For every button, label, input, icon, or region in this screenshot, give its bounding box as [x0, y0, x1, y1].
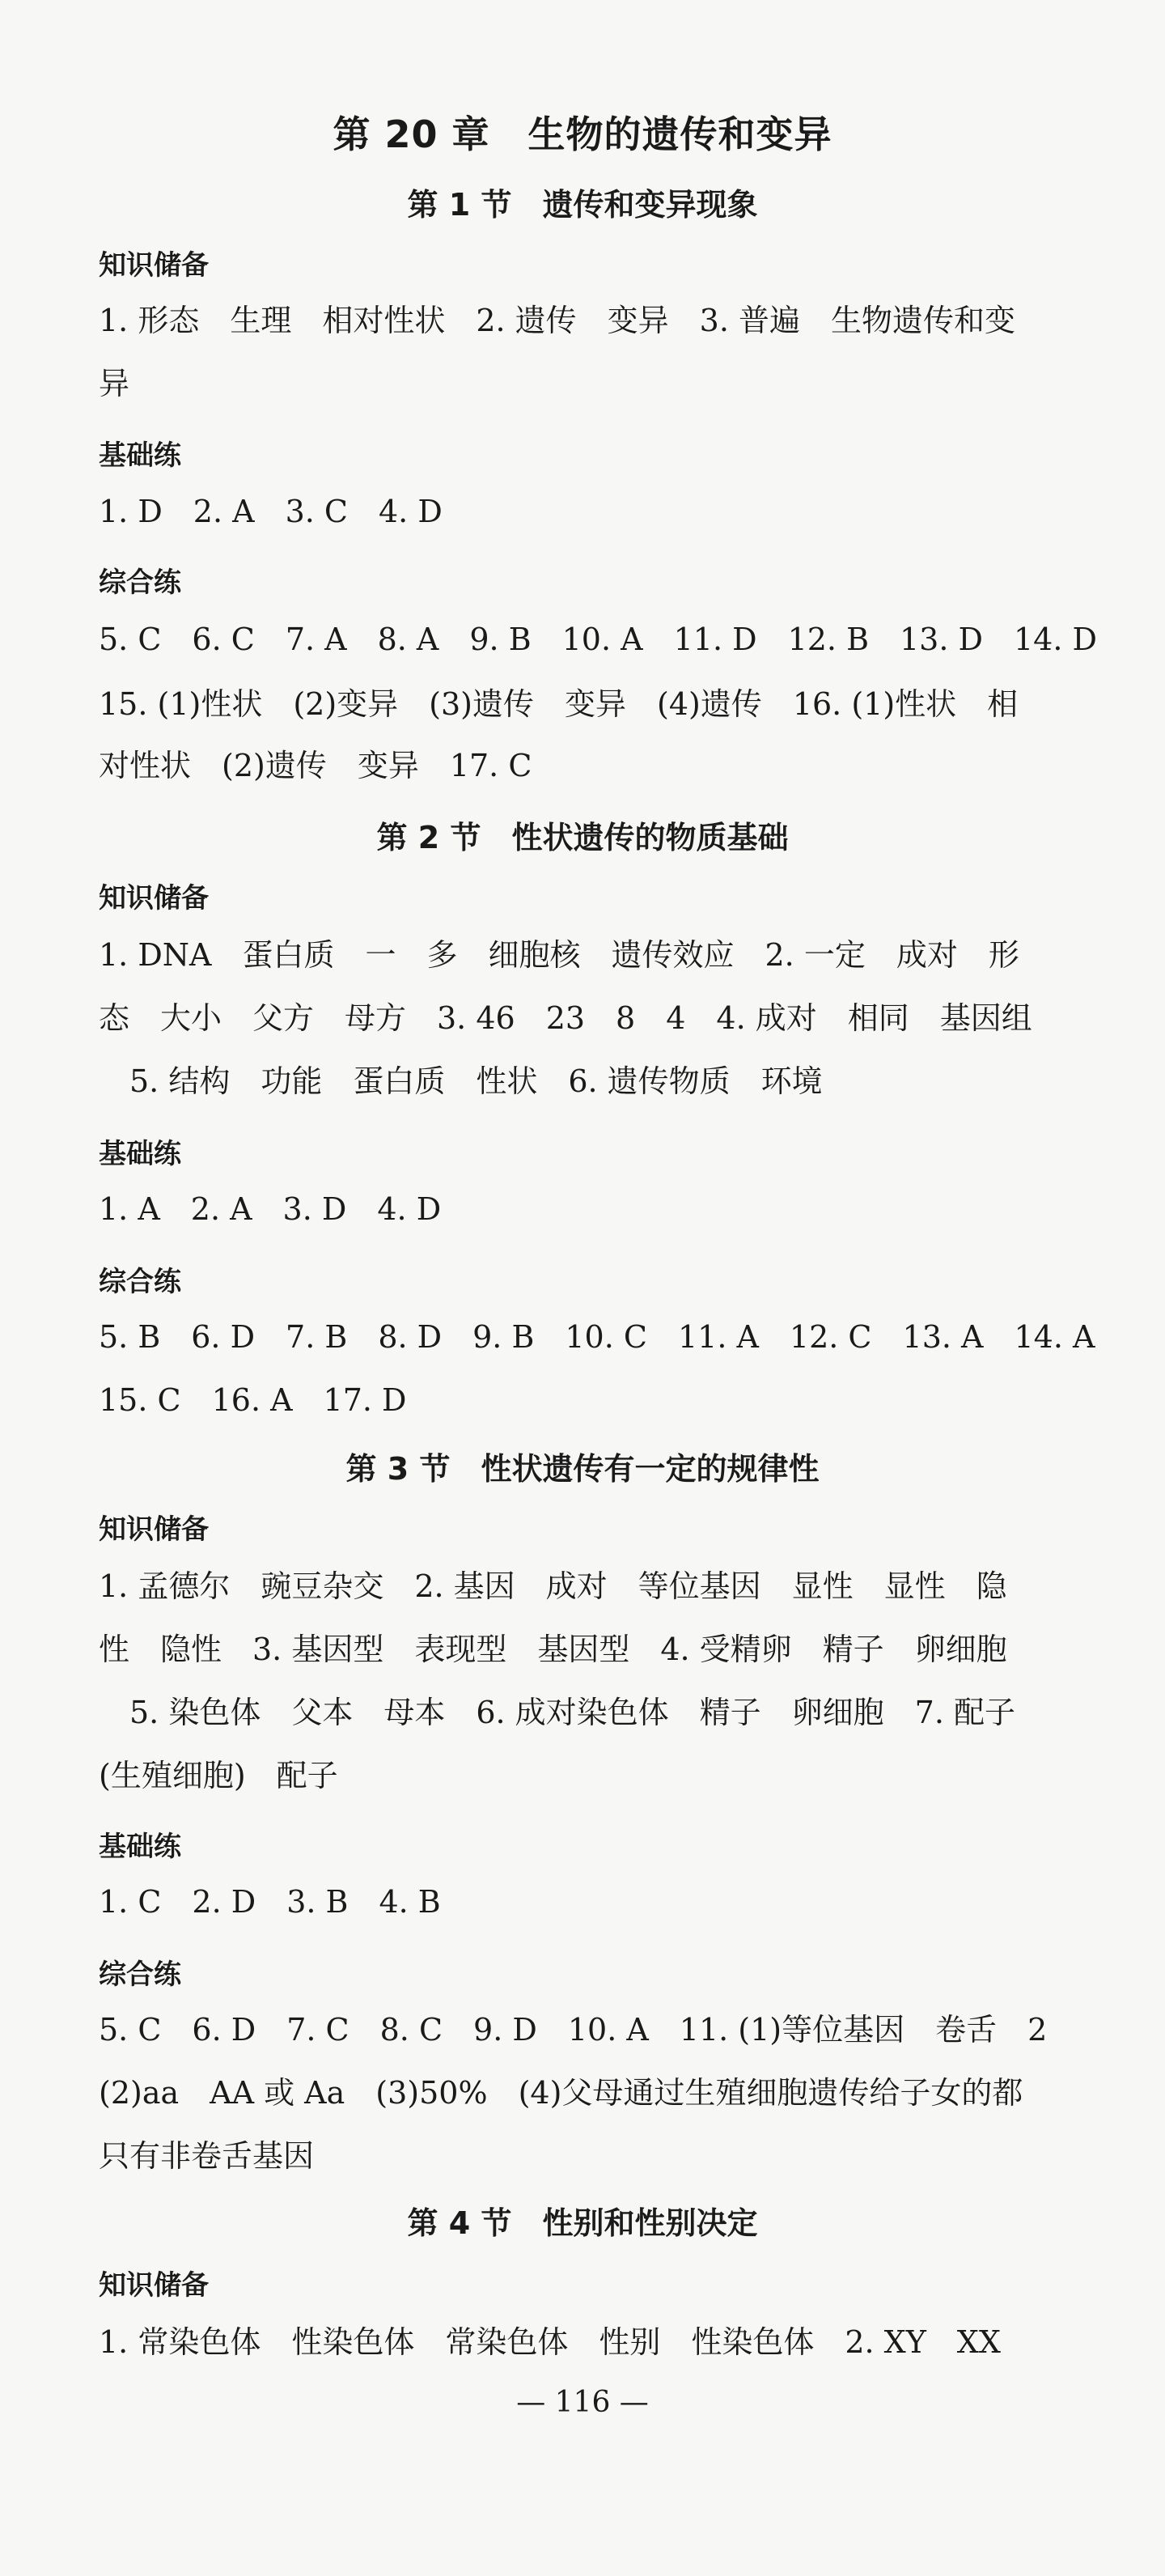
- page-number: — 116 —: [516, 2386, 649, 2419]
- s3-knowledge-label: 知识储备: [99, 1513, 209, 1546]
- s1-comp-line-3: 对性状 (2)遗传 变异 17. C: [99, 748, 532, 783]
- s1-knowledge-label: 知识储备: [99, 249, 209, 282]
- s2-comp-line-1: 5. B 6. D 7. B 8. D 9. B 10. C 11. A 12. C 13. A 14. A: [99, 1319, 1095, 1355]
- s2-basic-label: 基础练: [99, 1138, 181, 1170]
- s1-comp-line-1: 5. C 6. C 7. A 8. A 9. B 10. A 11. D 12. B 13. D 14. D: [99, 622, 1097, 657]
- s2-comp-line-2: 15. C 16. A 17. D: [99, 1382, 407, 1418]
- s2-knowledge-label: 知识储备: [99, 882, 209, 915]
- s2-knowledge-line-3: 5. 结构 功能 蛋白质 性状 6. 遗传物质 环境: [129, 1063, 823, 1099]
- s2-knowledge-line-2: 态 大小 父方 母方 3. 46 23 8 4 4. 成对 相同 基因组: [99, 1000, 1032, 1036]
- s4-knowledge-line-1: 1. 常染色体 性染色体 常染色体 性别 性染色体 2. XY XX: [99, 2324, 1001, 2360]
- s1-comp-line-2: 15. (1)性状 (2)变异 (3)遗传 变异 (4)遗传 16. (1)性状 相: [99, 686, 1019, 722]
- s2-knowledge-line-1: 1. DNA 蛋白质 一 多 细胞核 遗传效应 2. 一定 成对 形: [99, 937, 1019, 973]
- s1-knowledge-line-2: 异: [99, 366, 130, 401]
- section-4-title: 第 4 节 性别和性别决定: [407, 2205, 758, 2241]
- s2-comp-label: 综合练: [99, 1266, 181, 1298]
- s1-basic-line-1: 1. D 2. A 3. C 4. D: [99, 494, 443, 529]
- section-3-title: 第 3 节 性状遗传有一定的规律性: [345, 1451, 820, 1487]
- s3-knowledge-line-3: 5. 染色体 父本 母本 6. 成对染色体 精子 卵细胞 7. 配子: [129, 1695, 1016, 1730]
- chapter-title: 第 20 章 生物的遗传和变异: [333, 112, 832, 156]
- section-1-title: 第 1 节 遗传和变异现象: [407, 187, 758, 223]
- s4-knowledge-label: 知识储备: [99, 2269, 209, 2302]
- s3-basic-line-1: 1. C 2. D 3. B 4. B: [99, 1884, 441, 1920]
- s3-comp-line-3: 只有非卷舌基因: [99, 2138, 315, 2174]
- s1-knowledge-line-1: 1. 形态 生理 相对性状 2. 遗传 变异 3. 普遍 生物遗传和变: [99, 303, 1016, 338]
- s3-knowledge-line-2: 性 隐性 3. 基因型 表现型 基因型 4. 受精卵 精子 卵细胞: [99, 1632, 1007, 1667]
- s1-basic-label: 基础练: [99, 439, 181, 472]
- section-2-title: 第 2 节 性状遗传的物质基础: [376, 820, 789, 855]
- s3-knowledge-line-4: (生殖细胞) 配子: [99, 1758, 338, 1793]
- s2-basic-line-1: 1. A 2. A 3. D 4. D: [99, 1191, 442, 1227]
- s3-basic-label: 基础练: [99, 1831, 181, 1863]
- s3-comp-line-2: (2)aa AA 或 Aa (3)50% (4)父母通过生殖细胞遗传给子女的都: [99, 2075, 1023, 2111]
- s3-comp-line-1: 5. C 6. D 7. C 8. C 9. D 10. A 11. (1)等位基因 卷舌 2: [99, 2012, 1048, 2048]
- s3-comp-label: 综合练: [99, 1959, 181, 1991]
- s1-comp-label: 综合练: [99, 567, 181, 599]
- s3-knowledge-line-1: 1. 孟德尔 豌豆杂交 2. 基因 成对 等位基因 显性 显性 隐: [99, 1568, 1007, 1604]
